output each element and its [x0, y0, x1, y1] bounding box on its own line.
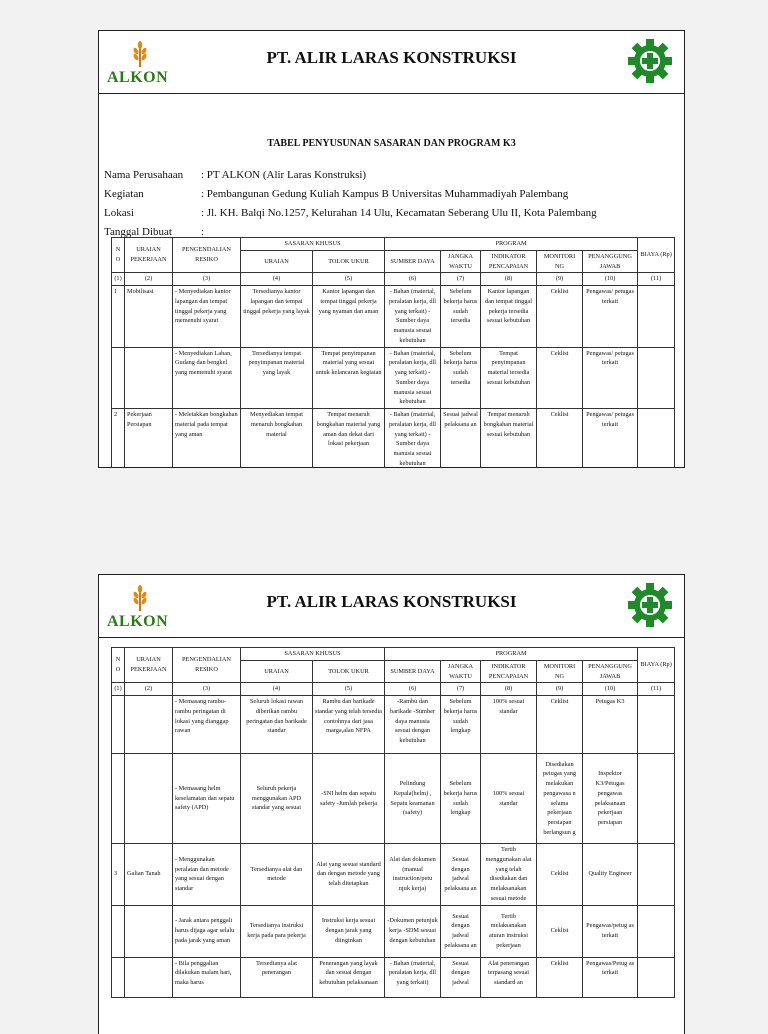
column-number: (4): [241, 273, 313, 286]
cell-uraian-pekerjaan: [125, 905, 173, 957]
cell-sumber-daya: - Bahan (material, peralatan kerja, dll yang terkait) - Sumber daya manusia sesuai kebutuhan: [385, 286, 441, 348]
cell-sumber-daya: Alat dan dokumen (manual instruction/petu njuk kerja): [385, 844, 441, 906]
cell-sumber-daya: - Bahan (material, peralatan kerja, dll yang terkait): [385, 957, 441, 997]
col-header-penanggung-jawab: PENANGGUNG JAWAB: [583, 250, 638, 273]
header-row-group: [112, 648, 675, 661]
col-header-tolok-ukur: TOLOK UKUR: [313, 660, 385, 683]
document-page-2: [98, 574, 685, 1034]
cell-biaya: [638, 286, 675, 348]
row-number: [112, 696, 125, 754]
cell-tolok-ukur: Tempat menaruh bongkahan material yang aman dan dekat dari lokasi pekerjaan: [313, 409, 385, 469]
column-number: (1): [112, 273, 125, 286]
col-header-biaya: BIAYA (Rp): [638, 648, 675, 683]
cell-uraian-pekerjaan: [125, 957, 173, 997]
cell-pengendalian: - Menyediakan kantor lapangan dan tempat tinggal pekerja yang memenuhi syarat: [173, 286, 241, 348]
col-header-uraian-pekerjaan: URAIAN PEKERJAAN: [125, 648, 173, 683]
column-number: (5): [313, 683, 385, 696]
cell-uraian-pekerjaan: Pekerjaan Persiapan: [125, 409, 173, 469]
column-number: (9): [537, 273, 583, 286]
col-header-pengendalian: PENGENDALIAN RESIKO: [173, 238, 241, 273]
row-number: 3: [112, 844, 125, 906]
cell-sumber-daya: -Dokumen petunjuk kerja -SDM sesuai dengan kebutuhan: [385, 905, 441, 957]
cell-jangka-waktu: Sebelum bekerja harus sudah lengkap: [441, 754, 481, 844]
k3-safety-gear-icon: [626, 37, 674, 85]
col-header-indikator: INDIKATOR PENCAPAIAN: [481, 250, 537, 273]
cell-uraian-pekerjaan: Mobilisasi: [125, 286, 173, 348]
col-header-penanggung-jawab: PENANGGUNG JAWAB: [583, 660, 638, 683]
info-label: Kegiatan: [104, 188, 144, 200]
cell-uraian: Tersedianya kantor lapangan dan tempat tinggal pekerja yang layak: [241, 286, 313, 348]
row-number: 2: [112, 409, 125, 469]
col-header-monitoring: MONITORI NG: [537, 660, 583, 683]
cell-jangka-waktu: Sesuai dengan jadwal pelaksana an: [441, 844, 481, 906]
cell-jangka-waktu: Sebelum bekerja harus sudah tersedia: [441, 347, 481, 409]
cell-penanggung-jawab: Pengawas/ petugas terkait: [583, 286, 638, 348]
cell-monitoring: Disediakan petugas yang melakukan pengawasa n selama pekerjaan persiapan berlangsun g: [537, 754, 583, 844]
col-header-uraian: URAIAN: [241, 250, 313, 273]
column-number: (11): [638, 273, 675, 286]
cell-uraian: Tersedianya instruksi kerja pada para pekerja: [241, 905, 313, 957]
cell-indikator: Alat penerangan terpasang sesuai standard an: [481, 957, 537, 997]
column-number: (4): [241, 683, 313, 696]
cell-sumber-daya: -Rambu dan barikade -Sumber daya manusia sesuai dengan kebutuhan: [385, 696, 441, 754]
col-header-jangka-waktu: JANGKA WAKTU: [441, 660, 481, 683]
info-block: [104, 169, 684, 245]
cell-biaya: [638, 409, 675, 469]
cell-pengendalian: - Bila penggalian dilakukan malam hari, maka harus: [173, 957, 241, 997]
logo-text: ALKON: [107, 69, 169, 86]
company-name: PT. ALIR LARAS KONSTRUKSI: [266, 48, 517, 67]
cell-tolok-ukur: Alat yang sesuai standard dan dengan metode yang telah ditetapkan: [313, 844, 385, 906]
info-label: Lokasi: [104, 207, 134, 219]
k3-program-table: [111, 237, 675, 468]
column-number: (5): [313, 273, 385, 286]
cell-uraian-pekerjaan: [125, 696, 173, 754]
col-header-uraian-pekerjaan: URAIAN PEKERJAAN: [125, 238, 173, 273]
col-header-biaya: BIAYA (Rp): [638, 238, 675, 273]
info-row-activity: [104, 188, 684, 207]
cell-jangka-waktu: Sesuai dengan jadwal pelaksana an: [441, 905, 481, 957]
column-number: (10): [583, 683, 638, 696]
cell-biaya: [638, 844, 675, 906]
cell-tolok-ukur: Tempat penyimpanan material yang sesuai untuk kelancaran kegiatan: [313, 347, 385, 409]
column-number: (2): [125, 273, 173, 286]
row-number: 1: [112, 286, 125, 348]
info-row-location: [104, 207, 684, 226]
cell-jangka-waktu: Sebelum bekerja harus sudah tersedia: [441, 286, 481, 348]
cell-penanggung-jawab: Quality Engineer: [583, 844, 638, 906]
cell-jangka-waktu: Sesuai jadwal pelaksana an: [441, 409, 481, 469]
column-number: (3): [173, 273, 241, 286]
k3-safety-gear-icon: [626, 581, 674, 629]
cell-pengendalian: - Menggunakan peralatan dan metode yang sesuai dengan standar: [173, 844, 241, 906]
cell-uraian: Tersedianya tempat penyimpanan material yang layak: [241, 347, 313, 409]
cell-uraian: Tersedianya alat dan metode: [241, 844, 313, 906]
cell-pengendalian: - Memasang helm keselamatan dan sepatu safety (APD): [173, 754, 241, 844]
column-number: (6): [385, 683, 441, 696]
page-header: [99, 31, 684, 94]
cell-monitoring: Ceklist: [537, 286, 583, 348]
col-header-sasaran: SASARAN KHUSUS: [241, 648, 385, 661]
cell-monitoring: Ceklist: [537, 409, 583, 469]
info-value: : Jl. KH. Balqi No.1257, Kelurahan 14 Ulu, Kecamatan Seberang Ulu II, Kota Palembang: [201, 207, 597, 219]
info-label: Tanggal Dibuat: [104, 226, 172, 238]
cell-indikator: 100% sesuai standar: [481, 696, 537, 754]
col-header-jangka-waktu: JANGKA WAKTU: [441, 250, 481, 273]
cell-biaya: [638, 696, 675, 754]
cell-penanggung-jawab: Pengawas/ petugas terkait: [583, 409, 638, 469]
cell-pengendalian: - Meletakkan bongkahan material pada tempat yang aman: [173, 409, 241, 469]
row-number: [112, 905, 125, 957]
cell-uraian: Tersedianya alat penerangan: [241, 957, 313, 997]
info-label: Nama Perusahaan: [104, 169, 184, 181]
cell-tolok-ukur: Kantor lapangan dan tempat tinggal pekerja yang nyaman dan aman: [313, 286, 385, 348]
cell-tolok-ukur: Rambu dan barikade standar yang telah tersedia contohnya dari jasa marga,alau NFPA: [313, 696, 385, 754]
cell-uraian: Seluruh pekerja menggunakan APD standar yang sesuai: [241, 754, 313, 844]
cell-penanggung-jawab: Pengawas/petug as terkait: [583, 905, 638, 957]
column-number: (2): [125, 683, 173, 696]
table-row: [112, 957, 675, 997]
cell-tolok-ukur: Instruksi kerja sesuai dengan jarak yang diinginkan: [313, 905, 385, 957]
cell-biaya: [638, 957, 675, 997]
column-number: (6): [385, 273, 441, 286]
header-row-group: [112, 238, 675, 251]
cell-jangka-waktu: Sesuai dengan jadwal: [441, 957, 481, 997]
column-number: (9): [537, 683, 583, 696]
cell-tolok-ukur: -SNI helm dan sepatu safety -Jumlah pekerja: [313, 754, 385, 844]
cell-monitoring: Ceklist: [537, 696, 583, 754]
cell-tolok-ukur: Penerangan yang layak dan sesuai dengan kebutuhan pelaksanaan: [313, 957, 385, 997]
cell-uraian-pekerjaan: [125, 754, 173, 844]
cell-biaya: [638, 754, 675, 844]
row-number: [112, 347, 125, 409]
col-header-no: NO: [112, 648, 125, 683]
column-number: (7): [441, 273, 481, 286]
document-title: TABEL PENYUSUNAN SASARAN DAN PROGRAM K3: [267, 138, 516, 149]
cell-uraian: Menyediakan tempat menaruh bongkahan material: [241, 409, 313, 469]
cell-sumber-daya: - Bahan (material, peralatan kerja, dll yang terkait) - Sumber daya manusia sesuai kebutuhan: [385, 409, 441, 469]
table-row: [112, 347, 675, 409]
column-number: (8): [481, 683, 537, 696]
col-header-program: PROGRAM: [385, 648, 638, 661]
info-value: :: [201, 226, 205, 238]
cell-sumber-daya: Pelindung Kepala(helm) , Sepatu keamanan (safety): [385, 754, 441, 844]
cell-uraian-pekerjaan: Galian Tanah: [125, 844, 173, 906]
document-page-1: [98, 30, 685, 468]
column-number: (1): [112, 683, 125, 696]
cell-penanggung-jawab: Pengawas/Petug as terkait: [583, 957, 638, 997]
cell-sumber-daya: - Bahan (material, peralatan kerja, dll yang terkait) - Sumber daya manusia sesuai kebutuhan: [385, 347, 441, 409]
row-number: [112, 754, 125, 844]
col-header-no: NO: [112, 238, 125, 273]
cell-biaya: [638, 347, 675, 409]
table-row: [112, 286, 675, 348]
cell-jangka-waktu: Sebelum bekerja harus sudah lengkap: [441, 696, 481, 754]
cell-indikator: Kantor lapangan dan tempat tinggal pekerja tersedia sesuai kebutuhan: [481, 286, 537, 348]
cell-indikator: Tertib menggunakan alat yang telah disediakan dan melaksanakan sesuai metode: [481, 844, 537, 906]
col-header-sasaran: SASARAN KHUSUS: [241, 238, 385, 251]
cell-pengendalian: - Menyediakan Lahan, Gudang dan bengkel yang memenuhi syarat: [173, 347, 241, 409]
table-row: [112, 905, 675, 957]
table-row: [112, 409, 675, 469]
column-number-row: [112, 273, 675, 286]
col-header-pengendalian: PENGENDALIAN RESIKO: [173, 648, 241, 683]
table-row: [112, 696, 675, 754]
column-number: (8): [481, 273, 537, 286]
cell-indikator: Tertib melaksanakan aturan instruksi pekerjaan: [481, 905, 537, 957]
cell-penanggung-jawab: Petugas K3: [583, 696, 638, 754]
cell-penanggung-jawab: Pengawas/ petugas terkait: [583, 347, 638, 409]
company-name: PT. ALIR LARAS KONSTRUKSI: [266, 592, 517, 611]
cell-indikator: Tempat menaruh bongkahan material sesuai kebutuhan: [481, 409, 537, 469]
cell-pengendalian: - Jarak antara penggali harus dijaga agar selalu pada jarak yang aman: [173, 905, 241, 957]
cell-uraian: Seluruh lokasi rawan diberikan rambu peringatan dan barikade standar: [241, 696, 313, 754]
cell-biaya: [638, 905, 675, 957]
col-header-indikator: INDIKATOR PENCAPAIAN: [481, 660, 537, 683]
table-row: [112, 754, 675, 844]
cell-pengendalian: - Memasang rambu-rambu peringatan di lokasi yang dianggap rawan: [173, 696, 241, 754]
k3-program-table-continued: [111, 647, 675, 998]
cell-monitoring: Ceklist: [537, 347, 583, 409]
page-header: [99, 575, 684, 638]
column-number: (3): [173, 683, 241, 696]
col-header-monitoring: MONITORI NG: [537, 250, 583, 273]
cell-uraian-pekerjaan: [125, 347, 173, 409]
cell-monitoring: Ceklist: [537, 957, 583, 997]
info-value: : Pembangunan Gedung Kuliah Kampus B Universitas Muhammadiyah Palembang: [201, 188, 569, 200]
cell-indikator: Tempat penyimpanan material tersedia sesuai kebutuhan: [481, 347, 537, 409]
col-header-sumber-daya: SUMBER DAYA: [385, 250, 441, 273]
cell-monitoring: Ceklist: [537, 905, 583, 957]
column-number: (7): [441, 683, 481, 696]
logo-text: ALKON: [107, 613, 169, 630]
column-number: (10): [583, 273, 638, 286]
col-header-tolok-ukur: TOLOK UKUR: [313, 250, 385, 273]
cell-penanggung-jawab: Inspektor K3/Petugas pengawas pelaksanaan pekerjaan persiapan: [583, 754, 638, 844]
row-number: [112, 957, 125, 997]
column-number-row: [112, 683, 675, 696]
table-row: [112, 844, 675, 906]
info-value: : PT ALKON (Alir Laras Konstruksi): [201, 169, 367, 181]
column-number: (11): [638, 683, 675, 696]
cell-indikator: 100% sesuai standar: [481, 754, 537, 844]
cell-monitoring: Ceklist: [537, 844, 583, 906]
col-header-uraian: URAIAN: [241, 660, 313, 683]
col-header-sumber-daya: SUMBER DAYA: [385, 660, 441, 683]
col-header-program: PROGRAM: [385, 238, 638, 251]
info-row-company: [104, 169, 684, 188]
